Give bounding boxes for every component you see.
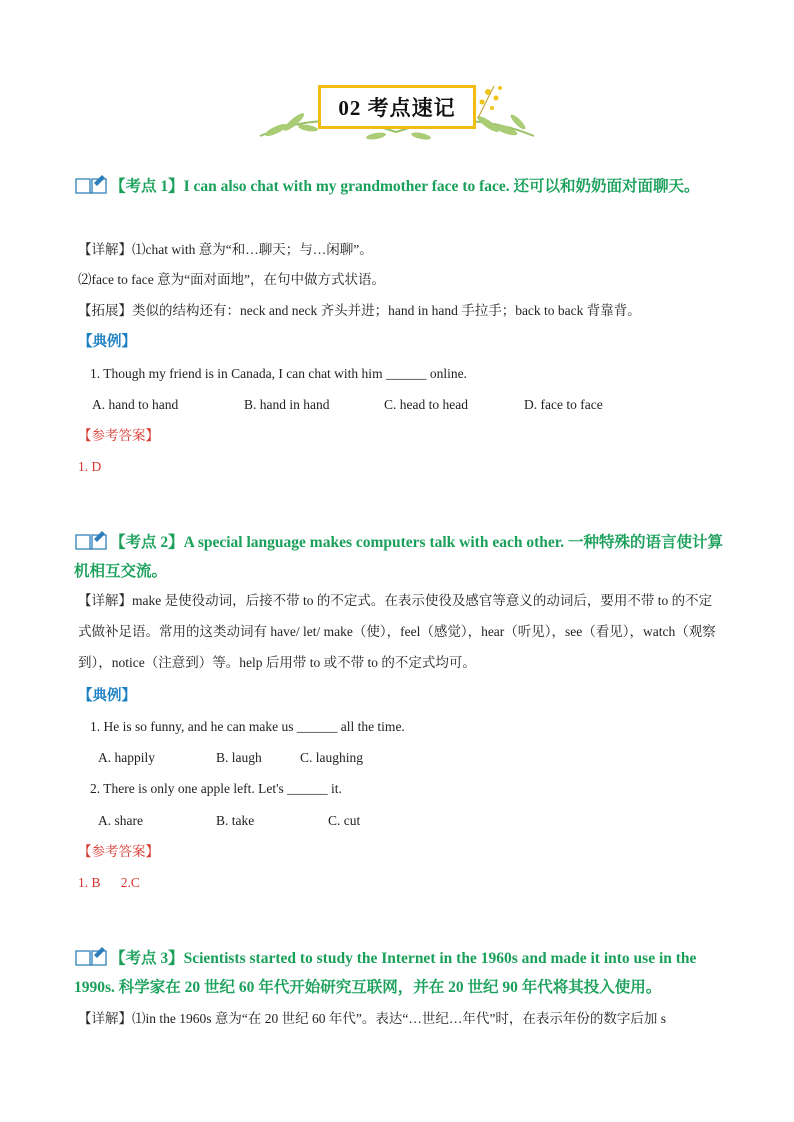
section-banner: [256, 78, 538, 146]
point-2-detail: 【详解】make 是使役动词，后接不带 to 的不定式。在表示使役及感官等意义的动词后，要用不带 to 的不定式做补足语。常用的这类动词有 have/ let/ make（使），feel（感觉），hear（听见），see（看见），watch（观察到），notice（注意到）等。help 后用带 to 或不带 to 的不定式均可。: [78, 593, 716, 670]
point-1-extend: 【拓展】类似的结构还有：neck and neck 齐头并进；hand in hand 手拉手；back to back 背靠背。: [78, 303, 641, 318]
point-1-detail-1: 【详解】⑴chat with 意为“和…聊天；与…闲聊”。: [78, 242, 373, 257]
point-2-q1-options: [98, 748, 738, 768]
option-c: C. laughing: [300, 750, 363, 765]
point-2-heading: [74, 528, 734, 586]
book-pencil-icon: [74, 173, 108, 195]
banner-title: 02 考点速记: [338, 96, 456, 120]
option-d: D. face to face: [524, 397, 603, 412]
option-c: C. cut: [328, 813, 361, 828]
point-1-example-label: 【典例】: [78, 334, 136, 350]
point-3-detail: 【详解】⑴in the 1960s 意为“在 20 世纪 60 年代”。表达“…世纪…年代”时，在表示年份的数字后加 s: [78, 1011, 666, 1026]
option-a: A. happily: [98, 750, 155, 765]
point-2-answer: 1. B 2.C: [78, 875, 140, 890]
point-2-q2-options: [98, 811, 738, 831]
book-pencil-icon: [74, 529, 108, 551]
book-pencil-icon: [74, 945, 108, 967]
option-b: B. hand in hand: [244, 397, 330, 412]
option-a: A. hand to hand: [92, 397, 179, 412]
point-1-answer-label: 【参考答案】: [78, 428, 159, 443]
point-1-question-1: 1. Though my friend is in Canada, I can chat with him ______ online.: [90, 366, 467, 381]
point-3-heading: [74, 944, 734, 1002]
option-b: B. take: [216, 813, 255, 828]
point-3-heading-text: 【考点 3】Scientists started to study the Internet in the 1960s and made it into use in the 1990s. 科学家在 20 世纪 60 年代开始研究互联网，并在 20 世纪 90 年代将其投入使用。: [74, 950, 697, 996]
point-2-question-2: 2. There is only one apple left. Let's ______ it.: [90, 781, 342, 796]
point-2-question-1: 1. He is so funny, and he can make us ______ all the time.: [90, 719, 405, 734]
point-1-options: [92, 395, 732, 415]
option-c: C. head to head: [384, 397, 468, 412]
point-1-detail-2: ⑵face to face 意为“面对面地”，在句中做方式状语。: [78, 272, 386, 287]
point-2-example-label: 【典例】: [78, 688, 136, 704]
point-1-heading: [74, 172, 734, 201]
point-1-answer: 1. D: [78, 459, 102, 474]
banner-box: [318, 85, 476, 129]
point-1-heading-text: 【考点 1】I can also chat with my grandmother face to face. 还可以和奶奶面对面聊天。: [110, 178, 700, 195]
point-2-answer-label: 【参考答案】: [78, 844, 159, 859]
option-a: A. share: [98, 813, 143, 828]
option-b: B. laugh: [216, 750, 262, 765]
point-2-heading-text: 【考点 2】A special language makes computers talk with each other. 一种特殊的语言使计算机相互交流。: [74, 534, 723, 580]
